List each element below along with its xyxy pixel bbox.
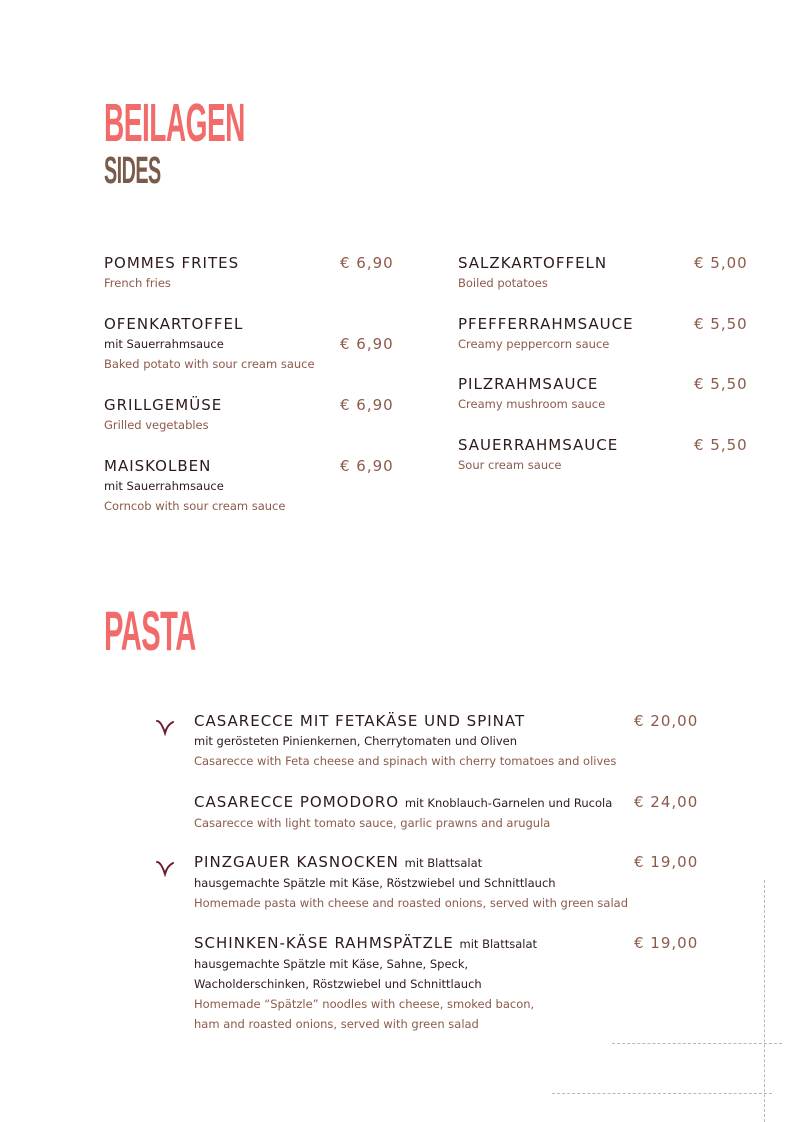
item-name-main: SCHINKEN-KÄSE RAHMSPÄTZLE <box>194 934 454 952</box>
item-name-extra: mit Blattsalat <box>404 856 483 870</box>
item-price: € 5,50 <box>694 436 748 454</box>
section-subtitle-sides: SIDES <box>104 150 161 192</box>
item-translation: Baked potato with sour cream sauce <box>104 357 315 371</box>
item-name <box>194 792 612 813</box>
item-name-main: CASARECCE MIT FETAKÄSE UND SPINAT <box>194 712 526 730</box>
item-translation: Homemade pasta with cheese and roasted onions, served with green salad <box>194 896 628 910</box>
menu-item <box>104 314 315 374</box>
item-translation: Creamy peppercorn sauce <box>458 337 610 351</box>
item-price: € 6,90 <box>340 254 394 272</box>
item-translation: French fries <box>104 276 171 290</box>
item-price: € 24,00 <box>634 793 699 811</box>
menu-item <box>194 852 628 913</box>
item-name-main: PINZGAUER KASNOCKEN <box>194 853 399 871</box>
item-translation: Grilled vegetables <box>104 418 209 432</box>
item-translation: ham and roasted onions, served with green salad <box>194 1017 479 1031</box>
menu-item <box>104 253 239 293</box>
item-description: mit gerösteten Pinienkernen, Cherrytomaten und Oliven <box>194 734 518 748</box>
item-translation: Sour cream sauce <box>458 458 562 472</box>
item-translation: Casarecce with light tomato sauce, garlic prawns and arugula <box>194 816 551 830</box>
item-description: hausgemachte Spätzle mit Käse, Sahne, Speck, <box>194 957 469 971</box>
item-translation: Casarecce with Feta cheese and spinach with cherry tomatoes and olives <box>194 754 617 768</box>
item-name-main: CASARECCE POMODORO <box>194 793 400 811</box>
item-price: € 6,90 <box>340 457 394 475</box>
item-description: hausgemachte Spätzle mit Käse, Röstzwiebel und Schnittlauch <box>194 876 556 890</box>
v-vegetarian-icon <box>156 859 174 877</box>
item-price: € 5,00 <box>694 254 748 272</box>
item-name-extra: mit Blattsalat <box>459 937 538 951</box>
menu-item <box>458 253 607 293</box>
section-title-pasta: PASTA <box>104 599 196 662</box>
item-name <box>194 933 537 954</box>
item-name: GRILLGEMÜSE <box>104 396 223 414</box>
item-price: € 20,00 <box>634 712 699 730</box>
item-description: mit Sauerrahmsauce <box>104 479 224 493</box>
item-price: € 19,00 <box>634 853 699 871</box>
item-name: SALZKARTOFFELN <box>458 254 608 272</box>
item-translation: Creamy mushroom sauce <box>458 397 606 411</box>
item-translation: Homemade “Spätzle” noodles with cheese, smoked bacon, <box>194 997 535 1011</box>
item-name <box>194 852 628 873</box>
item-translation: Boiled potatoes <box>458 276 548 290</box>
item-price: € 19,00 <box>634 934 699 952</box>
crop-mark-horizontal <box>612 1043 782 1044</box>
item-name-extra: mit Knoblauch-Garnelen und Rucola <box>404 796 613 810</box>
item-price: € 6,90 <box>340 335 394 353</box>
crop-mark-vertical <box>764 880 765 1122</box>
item-price: € 5,50 <box>694 315 748 333</box>
menu-item <box>104 456 285 516</box>
item-name: POMMES FRITES <box>104 254 240 272</box>
crop-mark-horizontal <box>552 1093 772 1094</box>
item-name <box>194 711 616 731</box>
item-description: Wacholderschinken, Röstzwiebel und Schnittlauch <box>194 977 482 991</box>
item-name: SAUERRAHMSAUCE <box>458 436 619 454</box>
item-price: € 5,50 <box>694 375 748 393</box>
menu-item <box>458 314 634 354</box>
menu-item <box>194 792 612 833</box>
menu-item <box>458 435 618 475</box>
menu-item <box>194 933 537 1034</box>
item-description: mit Sauerrahmsauce <box>104 337 224 351</box>
item-translation: Corncob with sour cream sauce <box>104 499 286 513</box>
menu-item <box>194 711 616 771</box>
item-price: € 6,90 <box>340 396 394 414</box>
item-name: OFENKARTOFFEL <box>104 315 244 333</box>
v-vegetarian-icon <box>156 718 174 736</box>
item-name: MAISKOLBEN <box>104 457 212 475</box>
menu-item <box>104 395 222 435</box>
menu-item <box>458 374 605 414</box>
item-name: PFEFFERRAHMSAUCE <box>458 315 634 333</box>
item-name: PILZRAHMSAUCE <box>458 375 599 393</box>
section-title-beilagen: BEILAGEN <box>104 93 245 153</box>
